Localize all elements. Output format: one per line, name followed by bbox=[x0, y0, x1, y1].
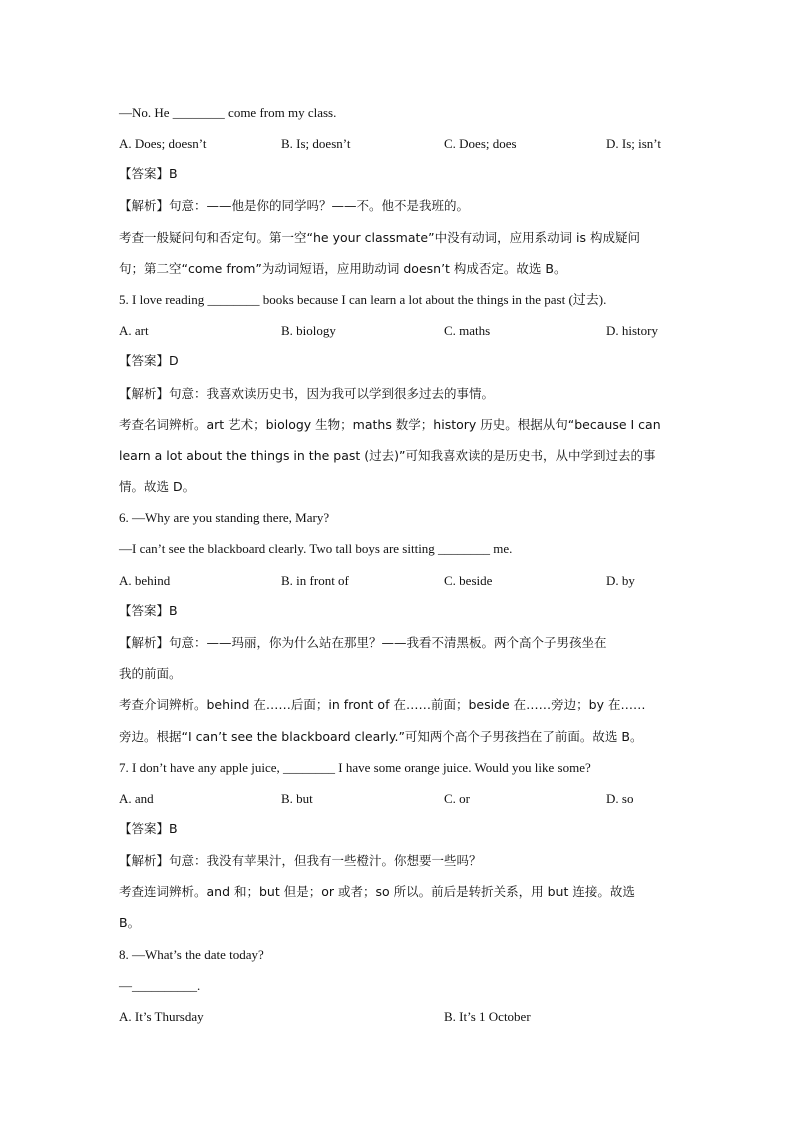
q5-option-d: D. history bbox=[606, 323, 658, 338]
q8-option-a: A. It’s Thursday bbox=[119, 1009, 204, 1024]
q4-option-b: B. Is; doesn’t bbox=[281, 136, 351, 151]
q7-option-c: C. or bbox=[444, 791, 470, 806]
q4-dialogue-line: —No. He ________ come from my class. bbox=[119, 105, 337, 120]
q6-option-d: D. by bbox=[606, 573, 635, 588]
q6-options bbox=[119, 573, 679, 589]
q7-answer: 【答案】B bbox=[119, 821, 178, 836]
q6-question: 6. —Why are you standing there, Mary? bbox=[119, 510, 330, 525]
q6-explanation-2: 旁边。根据“I can’t see the blackboard clearly.”可知两个高个子男孩挡在了前面。故选 B。 bbox=[119, 729, 643, 744]
q6-analysis-2: 我的前面。 bbox=[119, 666, 182, 681]
q7-option-b: B. but bbox=[281, 791, 313, 806]
q7-options bbox=[119, 791, 679, 807]
q5-option-a: A. art bbox=[119, 323, 149, 338]
q4-option-d: D. Is; isn’t bbox=[606, 136, 662, 151]
q8-dialogue-line: —__________. bbox=[119, 978, 201, 993]
q6-answer: 【答案】B bbox=[119, 603, 178, 618]
q7-analysis: 【解析】句意：我没有苹果汁，但我有一些橙汁。你想要一些吗？ bbox=[119, 853, 482, 868]
q5-options bbox=[119, 323, 679, 339]
q5-answer: 【答案】D bbox=[119, 353, 179, 368]
q5-question: 5. I love reading ________ books because I can learn a lot about the things in the past (过去). bbox=[119, 292, 607, 307]
q8-question: 8. —What’s the date today? bbox=[119, 947, 264, 962]
q4-answer: 【答案】B bbox=[119, 166, 178, 181]
q6-dialogue-line: —I can’t see the blackboard clearly. Two tall boys are sitting ________ me. bbox=[119, 541, 513, 556]
q6-analysis-1: 【解析】句意：——玛丽，你为什么站在那里？——我看不清黑板。两个高个子男孩坐在 bbox=[119, 635, 607, 650]
q4-analysis: 【解析】句意：——他是你的同学吗？——不。他不是我班的。 bbox=[119, 198, 470, 213]
q6-option-c: C. beside bbox=[444, 573, 493, 588]
q5-explanation-2: learn a lot about the things in the past (过去)”可知我喜欢读的是历史书，从中学到过去的事 bbox=[119, 448, 656, 463]
q7-explanation-1: 考查连词辨析。and 和；but 但是；or 或者；so 所以。前后是转折关系，用 but 连接。故选 bbox=[119, 884, 635, 899]
q5-analysis: 【解析】句意：我喜欢读历史书，因为我可以学到很多过去的事情。 bbox=[119, 386, 495, 401]
q5-explanation-3: 情。故选 D。 bbox=[119, 479, 196, 494]
q7-option-d: D. so bbox=[606, 791, 634, 806]
q4-option-c: C. Does; does bbox=[444, 136, 517, 151]
q6-option-b: B. in front of bbox=[281, 573, 349, 588]
q7-explanation-2: B。 bbox=[119, 915, 141, 930]
q5-explanation-1: 考查名词辨析。art 艺术；biology 生物；maths 数学；history 历史。根据从句“because I can bbox=[119, 417, 661, 432]
q4-explanation-2: 句；第二空“come from”为动词短语，应用助动词 doesn’t 构成否定。故选 B。 bbox=[119, 261, 567, 276]
q7-question: 7. I don’t have any apple juice, ________ I have some orange juice. Would you like some? bbox=[119, 760, 591, 775]
q4-option-a: A. Does; doesn’t bbox=[119, 136, 207, 151]
q8-option-b: B. It’s 1 October bbox=[444, 1009, 531, 1024]
q6-explanation-1: 考查介词辨析。behind 在……后面；in front of 在……前面；beside 在……旁边；by 在…… bbox=[119, 697, 646, 712]
q6-option-a: A. behind bbox=[119, 573, 171, 588]
q4-explanation-1: 考查一般疑问句和否定句。第一空“he your classmate”中没有动词，应用系动词 is 构成疑问 bbox=[119, 230, 641, 245]
q4-options bbox=[119, 136, 679, 152]
q8-options bbox=[119, 1009, 679, 1025]
q5-option-b: B. biology bbox=[281, 323, 336, 338]
q5-option-c: C. maths bbox=[444, 323, 491, 338]
q7-option-a: A. and bbox=[119, 791, 154, 806]
